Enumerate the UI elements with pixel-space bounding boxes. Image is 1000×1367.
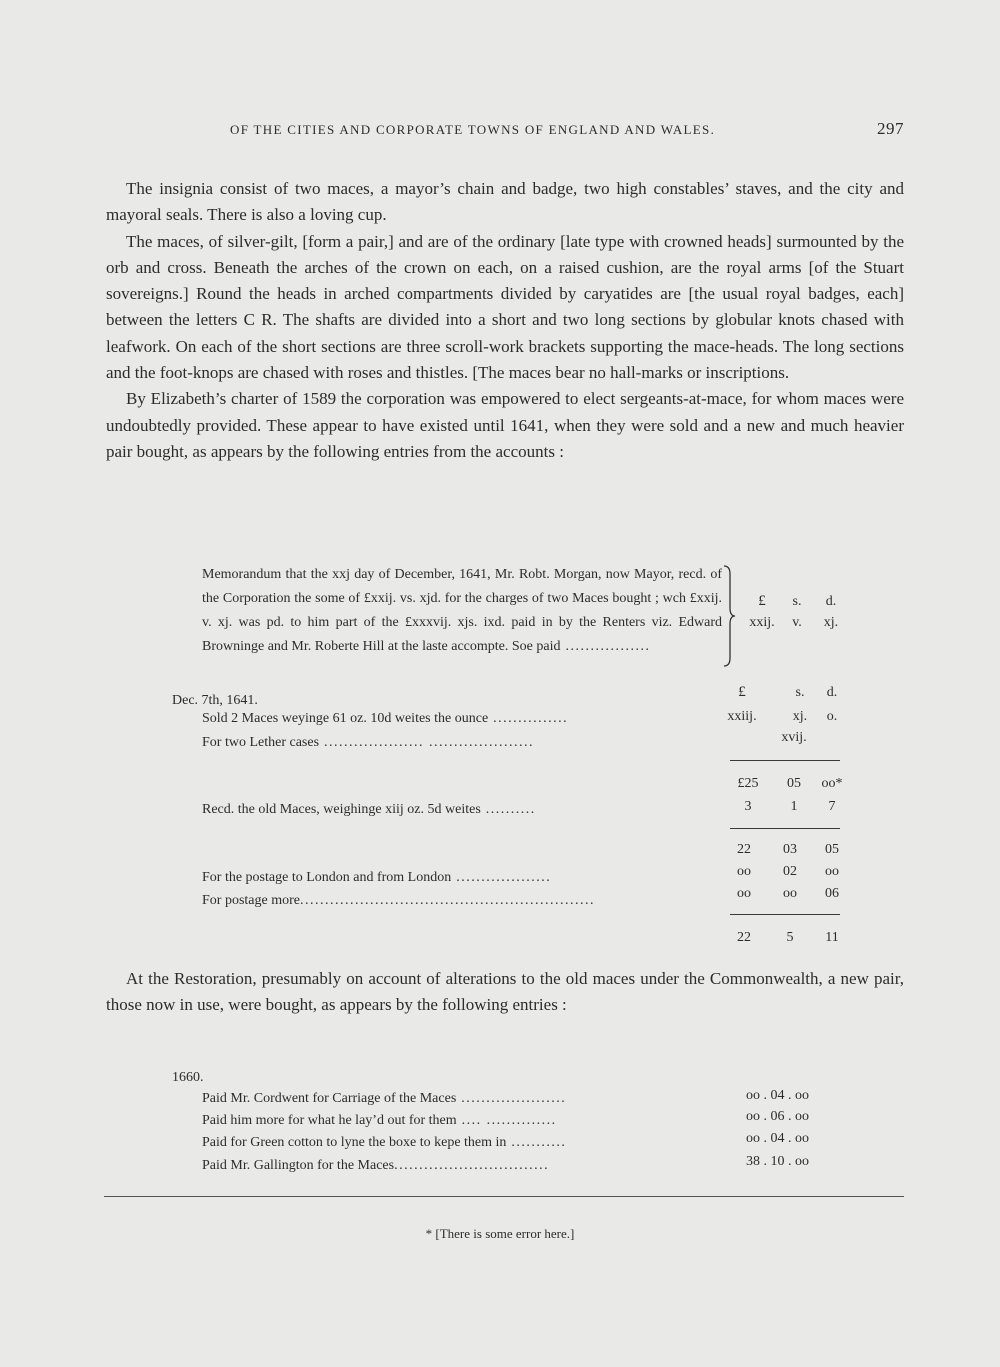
balance-shillings: 03 <box>783 842 797 857</box>
paragraph-restoration: At the Restoration, presumably on account of alterations to the old maces under the Commonwealth, a new pair, those now in use, were bought, as appears by the following entries : <box>106 969 904 1015</box>
memo-amount-shillings: v. <box>792 615 802 630</box>
entry-1660-3-amount: oo . 04 . oo <box>746 1131 809 1146</box>
paragraph-maces: The maces, of silver-gilt, [form a pair,] and are of the ordinary [late type with crowned heads] surmounted by the orb and cross. Beneath the arches of the crown on each, on a raised cushion, are the royal arms [of the Stuart sovereigns.] Round the heads in arched compartments divided by caryatides are [the usual royal badges, each] between the letters C R. The shafts are divided into a short and two long sections by globular knots chased with leafwork. On each of the short sections are three scroll-work brackets supporting the mace-heads. The long sections and the foot-knops are chased with roses and thistles. [The maces bear no hall-marks or inscriptions. <box>106 231 904 383</box>
entries-year: 1660. <box>172 1070 204 1085</box>
balance-pounds: 22 <box>737 842 751 857</box>
postage-2-pounds: oo <box>737 886 751 901</box>
memo-head-shillings: s. <box>792 594 802 609</box>
entry-1660-1-amount: oo . 04 . oo <box>746 1088 809 1103</box>
dec-cases-shillings: xvij. <box>781 730 807 745</box>
postage-2-pence: 06 <box>825 886 839 901</box>
dec-total-shillings: 05 <box>787 776 801 791</box>
dec-total-pence: oo* <box>821 776 843 791</box>
dec-sold-shillings: xj. <box>792 709 808 724</box>
divider-rule <box>730 760 840 761</box>
final-pounds: 22 <box>737 930 751 945</box>
divider-rule <box>730 914 840 915</box>
memo-amount-pounds: xxij. <box>749 615 775 630</box>
dec-line-recd: Recd. the old Maces, weighinge xiij oz. 5d weites .......... <box>202 802 536 817</box>
postage-line-2: For postage more........................................................... <box>202 893 595 908</box>
divider-rule <box>730 828 840 829</box>
entry-1660-2-amount: oo . 06 . oo <box>746 1109 809 1124</box>
postage-1-shillings: 02 <box>783 864 797 879</box>
dec-line-cases: For two Lether cases .................... ..................... <box>202 735 535 750</box>
dec-recd-pounds: 3 <box>744 799 752 814</box>
paragraph-charter: By Elizabeth’s charter of 1589 the corporation was empowered to elect sergeants-at-mace, for whom maces were undoubtedly provided. These appear to have existed until 1641, when they were sold and a new and much heavier pair bought, as appears by the following entries from the accounts : <box>106 389 904 461</box>
final-pence: 11 <box>825 930 839 945</box>
memo-head-pounds: £ <box>758 593 766 609</box>
dec-head-shillings: s. <box>795 685 805 700</box>
entry-1660-3: Paid for Green cotton to lyne the boxe to kepe them in ........... <box>202 1135 567 1150</box>
entry-1660-1: Paid Mr. Cordwent for Carriage of the Maces ..................... <box>202 1091 567 1106</box>
dec-sold-pounds: xxiij. <box>727 709 757 724</box>
postage-2-shillings: oo <box>783 886 797 901</box>
balance-pence: 05 <box>825 842 839 857</box>
entry-1660-4-amount: 38 . 10 . oo <box>746 1154 809 1169</box>
entry-1660-4: Paid Mr. Gallington for the Maces............................... <box>202 1158 550 1173</box>
dec-head-pence: d. <box>826 685 838 700</box>
footnote-rule <box>104 1196 904 1197</box>
dec-sold-pence: o. <box>826 709 838 724</box>
postage-line-1: For the postage to London and from London ................... <box>202 870 552 885</box>
page-number: 297 <box>877 119 904 138</box>
entry-1660-2: Paid him more for what he lay’d out for them .... .............. <box>202 1113 557 1128</box>
memorandum-text: Memorandum that the xxj day of December, 1641, Mr. Robt. Morgan, now Mayor, recd. of the Corporation the some of £xxij. vs. xjd. for the charges of two Maces bought ; wch £xxij. v. xj. was pd. to him part of the £xxxvij. xjs. ixd. paid in by the Renters viz. Edward Browninge and Mr. Roberte Hill at the laste accompte. Soe paid <box>202 567 722 654</box>
final-shillings: 5 <box>786 930 794 945</box>
body-text <box>106 176 904 465</box>
dec-head-pounds: £ <box>738 684 746 700</box>
memo-amount-pence: xj. <box>823 615 839 630</box>
memorandum: Memorandum that the xxj day of December, 1641, Mr. Robt. Morgan, now Mayor, recd. of the Corporation the some of £xxij. vs. xjd. for the charges of two Maces bought ; wch £xxij. v. xj. was pd. to him part of the £xxxvij. xjs. ixd. paid in by the Renters viz. Edward Browninge and Mr. Roberte Hill at the laste accompte. Soe paid ................. <box>202 567 722 654</box>
postage-1-pence: oo <box>825 864 839 879</box>
running-title: OF THE CITIES AND CORPORATE TOWNS OF ENGLAND AND WALES. <box>230 122 716 137</box>
dec-date: Dec. 7th, 1641. <box>172 693 258 708</box>
restoration-block <box>106 966 904 1019</box>
dec-recd-shillings: 1 <box>790 799 798 814</box>
dec-line-sold: Sold 2 Maces weyinge 61 oz. 10d weites the ounce ............... <box>202 711 569 726</box>
dec-recd-pence: 7 <box>828 799 836 814</box>
postage-1-pounds: oo <box>737 864 751 879</box>
footnote: * [There is some error here.] <box>425 1226 575 1241</box>
curly-brace-icon <box>722 564 736 668</box>
memo-head-pence: d. <box>825 594 837 609</box>
dec-total-pounds: £25 <box>737 776 759 791</box>
paragraph-insignia: The insignia consist of two maces, a mayor’s chain and badge, two high constables’ staves, and the city and mayoral seals. There is also a loving cup. <box>106 179 904 225</box>
